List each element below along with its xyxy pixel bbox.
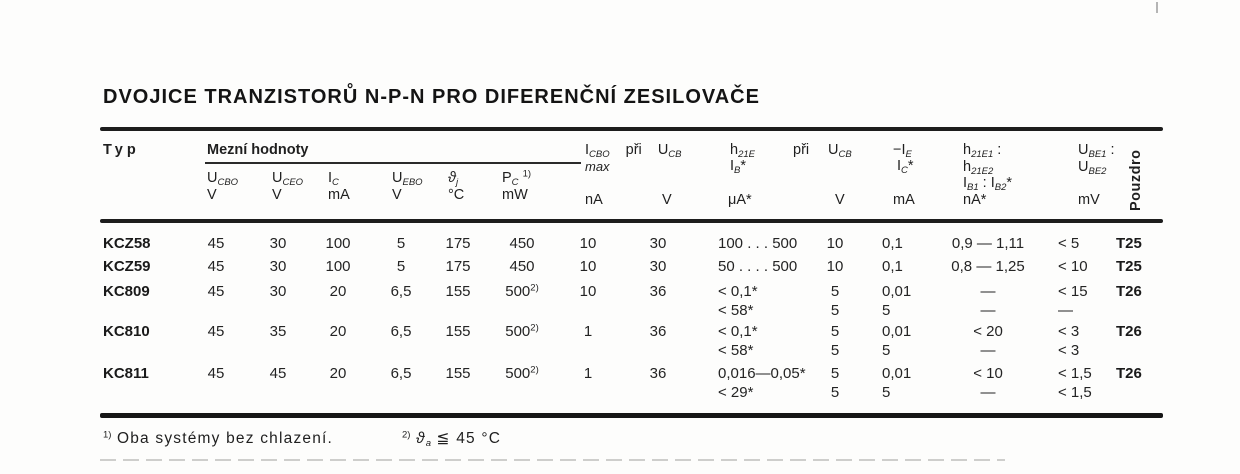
cell-ic: 20 [329,365,347,382]
cell-typ: KC810 [103,323,150,340]
col-header-h21e: $h_{21E}$ [730,142,755,160]
cell-ucbo: 45 [207,365,225,382]
col-header-h21-ratio: $h_{21E1}$ : $h_{21E2}$ $I_{B1}$ : $I_{B2}*$ nA* [963,142,1013,208]
cell-h21e: < 0,1* < 58* [718,283,758,319]
cell-tj: 175 [445,235,471,252]
cell-ic: 100 [325,258,351,275]
cell-tj: 155 [445,323,471,340]
cell-ucb2: 10 [826,235,844,252]
col-header-icbo-max: max [585,159,610,174]
cell-pouzdro: T26 [1116,365,1142,382]
cell-uebo: 5 [396,235,406,252]
cell-typ: KCZ59 [103,258,151,275]
col-header-ucb2: $U_{CB}$ [828,142,852,160]
cell-ic: 100 [325,235,351,252]
col-header-typ: Typ [103,142,140,158]
cell-uceo: 30 [269,258,287,275]
cell-ucb2: 5 5 [830,323,840,359]
unit-ube: mV [1078,192,1100,208]
cell-typ: KCZ58 [103,235,151,252]
table-row [0,234,1240,254]
cell-h21e: 100 . . . 500 [718,235,798,252]
cell-ie: 0,01 5 [882,323,912,359]
cell-pouzdro: T26 [1116,283,1142,300]
cell-ic: 20 [329,283,347,300]
cell-pc: 450 [509,235,535,252]
cell-h21e: < 0,1* < 58* [718,323,758,359]
cell-pc: 500$^{2)}$ [505,322,539,340]
cell-icbo: 10 [579,258,597,275]
unit-h21-ratio: nA* [963,191,987,208]
cell-ucb2: 5 5 [830,365,840,401]
col-header-h21e-pri: při [793,142,810,158]
footnote-2: $^{2)}$ $ϑ_a$ ≦ 45 °C [402,429,502,449]
cell-ube: < 5 [1058,235,1080,252]
cell-pouzdro: T25 [1116,258,1142,275]
col-header-ucbo: $U_{CBO}$ V [207,170,239,203]
cell-pc: 500$^{2)}$ [505,282,539,300]
cell-ube: < 15 — [1058,283,1088,319]
col-header-icbo-pri-ucb: $I_{CBO}$ při $U_{CB}$ [585,142,682,160]
cell-h21e: 50 . . . . 500 [718,258,798,275]
col-header-uceo: $U_{CEO}$ V [272,170,304,203]
cell-ube: < 3 < 3 [1058,323,1080,359]
table-row [0,282,1240,319]
cell-typ: KC809 [103,283,150,300]
col-header-theta-j: $ϑ_j$ °C [448,170,465,203]
cell-icbo: 10 [579,235,597,252]
cell-ucb1: 36 [649,323,667,340]
col-header-ic-star: $I_C*$ [897,158,914,176]
cell-ie: 0,01 5 [882,365,912,401]
table-row [0,322,1240,359]
scan-artifact-tick [1156,2,1158,13]
col-header-ie: $-I_E$ [893,142,912,160]
scan-artifact-line [100,459,1005,461]
cell-ie: 0,1 [882,235,903,252]
cell-pc: 450 [509,258,535,275]
unit-ucb2: V [835,192,845,208]
cell-h21-ratio: 0,9 — 1,11 [951,235,1025,252]
cell-ic: 20 [329,323,347,340]
cell-h21e: 0,016—0,05* < 29* [718,365,806,401]
cell-icbo: 1 [583,365,593,382]
cell-ucbo: 45 [207,283,225,300]
cell-uebo: 5 [396,258,406,275]
col-header-pouzdro: Pouzdro [1128,149,1144,211]
cell-ucb1: 30 [649,258,667,275]
cell-h21-ratio: — — [980,283,996,319]
table-top-rule [100,127,1163,131]
cell-pouzdro: T25 [1116,235,1142,252]
footnote-1: $^{1)}$ Oba systémy bez chlazení. [103,429,334,447]
cell-icbo: 10 [579,283,597,300]
cell-uceo: 30 [269,283,287,300]
unit-ie: mA [893,192,915,208]
col-header-mezni-hodnoty: Mezní hodnoty [207,142,309,158]
cell-ucb1: 36 [649,283,667,300]
table-row [0,364,1240,401]
cell-ucbo: 45 [207,323,225,340]
table-header-rule [100,219,1163,223]
cell-uceo: 35 [269,323,287,340]
cell-ube: < 1,5 < 1,5 [1058,365,1092,401]
cell-ucb2: 10 [826,258,844,275]
cell-pouzdro: T26 [1116,323,1142,340]
unit-icbo: nA [585,192,603,208]
cell-uceo: 45 [269,365,287,382]
cell-ucb1: 36 [649,365,667,382]
cell-tj: 155 [445,283,471,300]
page-title: DVOJICE TRANZISTORŮ N-P-N PRO DIFERENČNÍ ZESILOVAČE [103,86,760,108]
cell-ucb2: 5 5 [830,283,840,319]
cell-uebo: 6,5 [390,283,412,300]
col-header-ic: $I_C$ mA [328,170,350,203]
cell-ucbo: 45 [207,258,225,275]
cell-ucbo: 45 [207,235,225,252]
cell-tj: 155 [445,365,471,382]
cell-uceo: 30 [269,235,287,252]
unit-h21e: μA* [728,192,752,208]
cell-h21-ratio: 0,8 — 1,25 [951,258,1025,275]
cell-h21-ratio: < 20 — [973,323,1003,359]
cell-ucb1: 30 [649,235,667,252]
cell-typ: KC811 [103,365,149,382]
cell-h21-ratio: < 10 — [973,365,1003,401]
cell-uebo: 6,5 [390,323,412,340]
cell-tj: 175 [445,258,471,275]
col-header-uebo: $U_{EBO}$ V [392,170,423,203]
cell-ie: 0,1 [882,258,903,275]
mezni-hodnoty-underline [205,162,581,164]
col-header-ube: $U_{BE1}$ : $U_{BE2}$ [1078,142,1115,177]
table-row [0,257,1240,277]
cell-uebo: 6,5 [390,365,412,382]
table-bottom-rule [100,413,1163,418]
unit-ucb1: V [662,192,672,208]
col-header-ib: $I_B*$ [730,158,747,176]
cell-pc: 500$^{2)}$ [505,364,539,382]
cell-ie: 0,01 5 [882,283,912,319]
cell-ube: < 10 [1058,258,1088,275]
col-header-pc: $P_C$ $^{1)}$ mW [502,168,532,203]
cell-icbo: 1 [583,323,593,340]
